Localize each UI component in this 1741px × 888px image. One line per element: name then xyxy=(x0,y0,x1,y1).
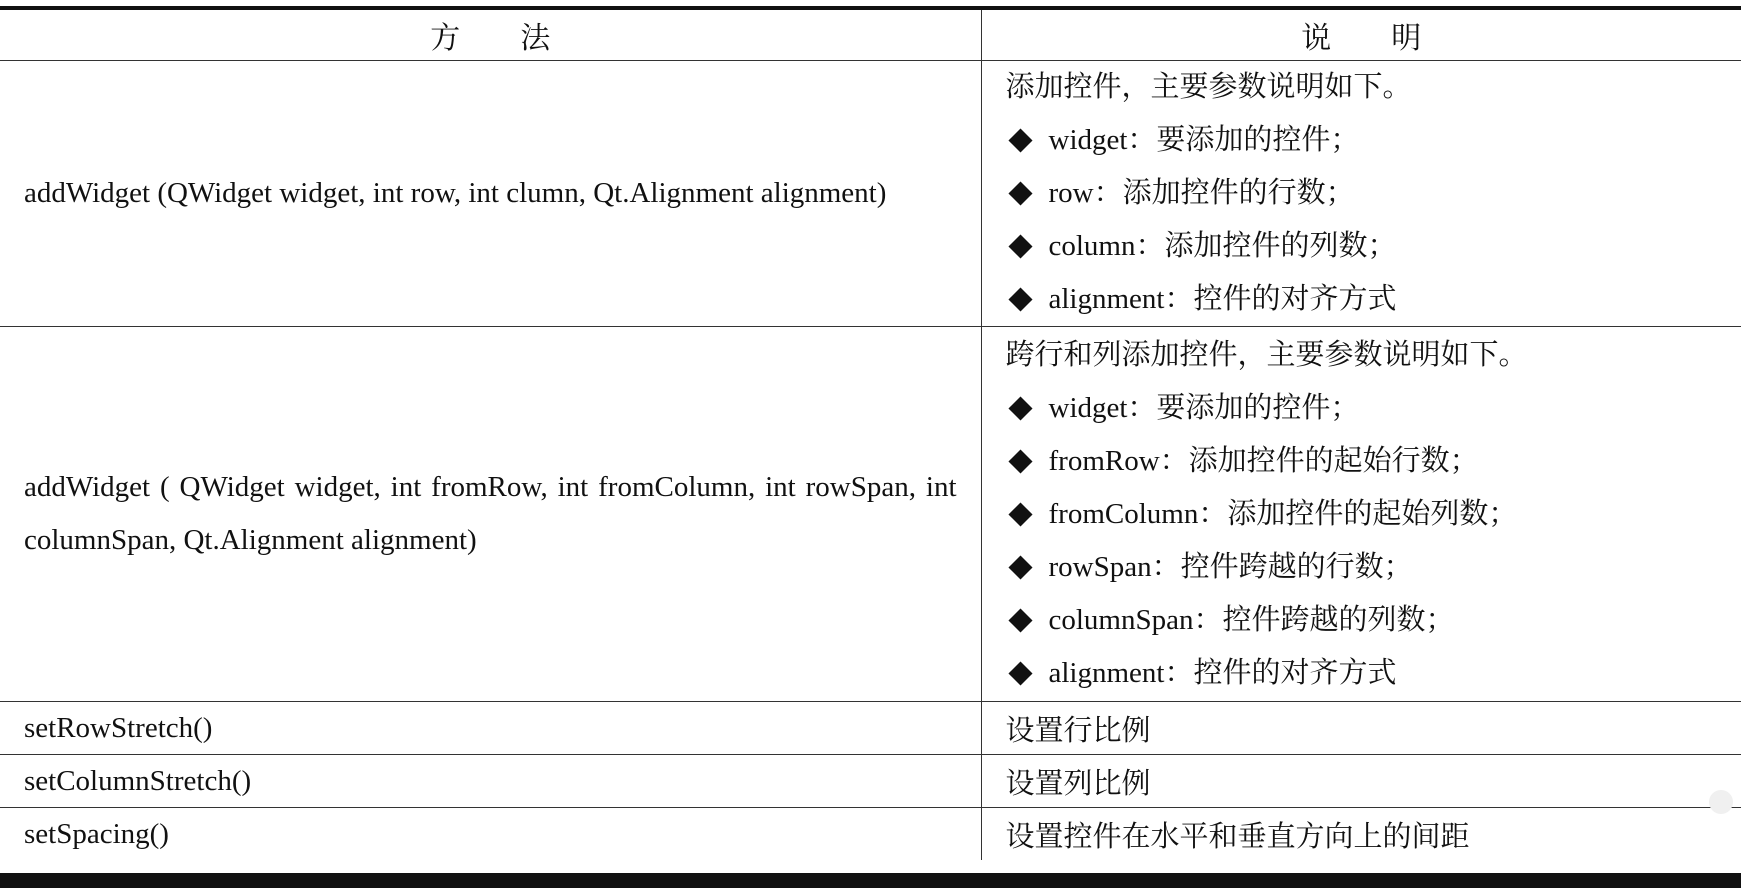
param-text: fromRow：添加控件的起始行数； xyxy=(1048,444,1479,477)
method-column-header xyxy=(0,8,981,61)
method-cell xyxy=(0,702,981,755)
description-cell xyxy=(981,808,1741,861)
diamond-bullet-icon xyxy=(1008,661,1032,685)
description-cell xyxy=(981,755,1741,808)
diamond-bullet-icon xyxy=(1008,234,1032,258)
table-row xyxy=(0,61,1741,327)
description-intro: 设置控件在水平和垂直方向上的间距 xyxy=(1005,820,1470,853)
param-text: column：添加控件的列数； xyxy=(1048,230,1397,262)
method-signature: addWidget (QWidget widget, int row, int clumn, Qt.Alignment alignment) xyxy=(24,177,887,209)
param-item xyxy=(1006,594,1718,647)
description-cell xyxy=(981,61,1741,327)
diamond-bullet-icon xyxy=(1008,287,1032,311)
method-header-label: 方 法 xyxy=(430,22,551,55)
description-intro: 设置行比例 xyxy=(1005,714,1151,747)
method-cell xyxy=(0,61,981,327)
table-row xyxy=(0,327,1741,702)
param-text: widget：要添加的控件； xyxy=(1048,391,1360,424)
method-cell xyxy=(0,808,981,861)
param-item xyxy=(1006,114,1718,167)
diamond-bullet-icon xyxy=(1008,502,1032,526)
param-item xyxy=(1006,488,1718,541)
method-cell xyxy=(0,755,981,808)
table-row xyxy=(0,702,1741,755)
description-intro: 跨行和列添加控件，主要参数说明如下。 xyxy=(1005,338,1528,371)
diamond-bullet-icon xyxy=(1008,396,1032,420)
watermark-dot xyxy=(1709,790,1733,814)
table-header-row xyxy=(0,8,1741,61)
table-row xyxy=(0,755,1741,808)
param-item xyxy=(1006,167,1718,220)
param-item xyxy=(1006,220,1718,273)
param-text: widget：要添加的控件； xyxy=(1048,124,1360,156)
diamond-bullet-icon xyxy=(1008,449,1032,473)
description-intro: 添加控件，主要参数说明如下。 xyxy=(1005,71,1412,103)
diamond-bullet-icon xyxy=(1008,181,1032,205)
methods-table xyxy=(0,6,1741,860)
param-text: alignment：控件的对齐方式 xyxy=(1048,283,1397,315)
description-cell xyxy=(981,327,1741,702)
param-text: alignment：控件的对齐方式 xyxy=(1048,656,1397,689)
table-row xyxy=(0,808,1741,861)
description-intro: 设置列比例 xyxy=(1005,767,1151,800)
method-signature: setColumnStretch() xyxy=(24,764,252,797)
method-cell xyxy=(0,327,981,702)
param-item xyxy=(1006,435,1718,488)
param-text: row：添加控件的行数； xyxy=(1048,177,1355,209)
diamond-bullet-icon xyxy=(1008,555,1032,579)
param-item xyxy=(1006,273,1718,326)
method-signature: setRowStretch() xyxy=(24,711,213,744)
param-text: rowSpan：控件跨越的行数； xyxy=(1048,550,1413,583)
bottom-rule xyxy=(0,873,1741,888)
param-item xyxy=(1006,382,1718,435)
diamond-bullet-icon xyxy=(1008,608,1032,632)
description-header-label: 说 明 xyxy=(1301,22,1422,55)
description-column-header xyxy=(981,8,1741,61)
description-cell xyxy=(981,702,1741,755)
method-signature: addWidget ( QWidget widget, int fromRow, int fromColumn, int rowSpan, int columnSpan, Qt.Alignment alignment) xyxy=(24,471,957,556)
diamond-bullet-icon xyxy=(1008,128,1032,152)
param-item xyxy=(1006,541,1718,594)
param-text: fromColumn：添加控件的起始列数； xyxy=(1048,497,1518,530)
param-text: columnSpan：控件跨越的列数； xyxy=(1048,603,1455,636)
method-signature: setSpacing() xyxy=(24,817,169,850)
param-item xyxy=(1006,647,1718,700)
